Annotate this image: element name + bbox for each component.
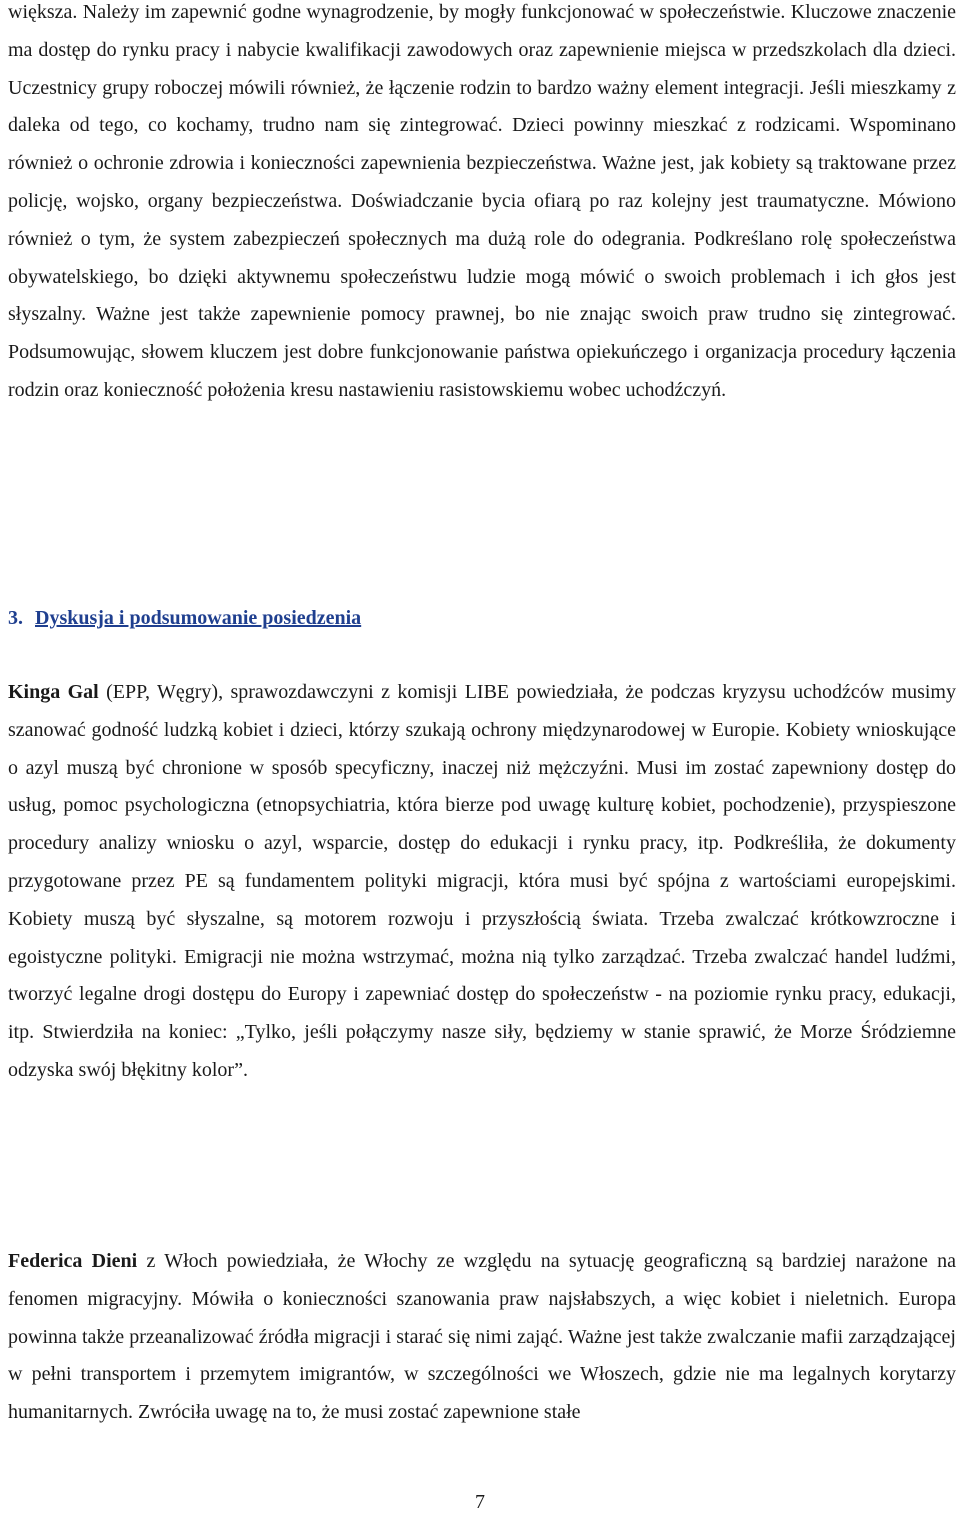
paragraph-integration-summary: większa. Należy im zapewnić godne wynagrodzenie, by mogły funkcjonować w społeczeństwie. Kluczowe znaczenie ma dostęp do rynku pracy i nabycie kwalifikacji zawodowych oraz zapewnienie miejsca w przedszkolach dla dzieci. Uczestnicy grupy roboczej mówili również, że łączenie rodzin to bardzo ważny element integracji. Jeśli mieszkamy z daleka od tego, co kochamy, trudno nam się zintegrować. Dzieci powinny mieszkać z rodzicami. Wspominano również o ochronie zdrowia i konieczności zapewnienia bezpieczeństwa. Ważne jest, jak kobiety są traktowane przez policję, wojsko, organy bezpieczeństwa. Doświadczanie bycia ofiarą po raz kolejny jest traumatyczne. Mówiono również o tym, że system zabezpieczeń społecznych ma dużą role do odegrania. Podkreślano rolę społeczeństwa obywatelskiego, bo dzięki aktywnemu społeczeństwu ludzie mogą mówić o swoich problemach i ich głos jest słyszalny. Ważne jest także zapewnienie pomocy prawnej, bo nie znając swoich praw trudno się zintegrować. Podsumowując, słowem kluczem jest dobre funkcjonowanie państwa opiekuńczego i organizacja procedury łączenia rodzin oraz konieczność położenia kresu nastawieniu rasistowskiemu wobec uchodźczyń. [8, 1, 956, 401]
section-heading [8, 603, 361, 633]
speech-text: (EPP, Węgry), sprawozdawczyni z komisji LIBE powiedziała, że podczas kryzysu uchodźców musimy szanować godność ludzką kobiet i dzieci, którzy szukają ochrony międzynarodowej w Europie. Kobiety wnioskujące o azyl muszą być chronione w sposób specyficzny, inaczej niż mężczyźni. Musi im zostać zapewniony dostęp do usług, pomoc psychologiczna (etnopsychiatria, która bierze pod uwagę kulturę kobiet, pochodzenie), przyspieszone procedury analizy wniosku o azyl, wsparcie, dostęp do edukacji i rynku pracy, itp. Podkreśliła, że dokumenty przygotowane przez PE są fundamentem polityki migracji, która musi być spójna z wartościami europejskimi. Kobiety muszą być słyszalne, są motorem rozwoju i przyszłością świata. Trzeba zwalczać krótkowzroczne i egoistyczne polityki. Emigracji nie można wstrzymać, można nią tylko zarządzać. Trzeba zwalczać handel ludźmi, tworzyć legalne drogi dostępu do Europy i zapewniać dostęp do społeczeństw - na poziomie rynku pracy, edukacji, itp. Stwierdziła na koniec: „Tylko, jeśli połączymy nasze siły, będziemy w stanie sprawić, że Morze Śródziemne odzyska swój błękitny kolor”. [8, 681, 956, 1081]
document-page [8, 0, 956, 1424]
section-number: 3. [8, 607, 23, 629]
paragraph-speech-2 [8, 1243, 956, 1432]
speaker-name: Kinga Gal [8, 681, 99, 703]
speech-text: z Włoch powiedziała, że Włochy ze względu na sytuację geograficzną są bardziej narażone na fenomen migracyjny. Mówiła o konieczności szanowania praw najsłabszych, a więc kobiet i nieletnich. Europa powinna także przeanalizować źródła migracji i starać się nimi zająć. Ważne jest także zwalczanie mafii zarządzającej w pełni transportem i przemytem imigrantów, w szczególności we Włoszech, gdzie nie ma legalnych korytarzy humanitarnych. Zwróciła uwagę na to, że musi zostać zapewnione stałe [8, 1250, 956, 1424]
speaker-name: Federica Dieni [8, 1250, 138, 1272]
section-title: Dyskusja i podsumowanie posiedzenia [35, 607, 362, 629]
page-number: 7 [475, 1491, 485, 1513]
speech-federica-dieni [8, 1243, 956, 1432]
speech-kinga-gal [8, 674, 956, 1090]
paragraph-speech-1 [8, 674, 956, 1090]
